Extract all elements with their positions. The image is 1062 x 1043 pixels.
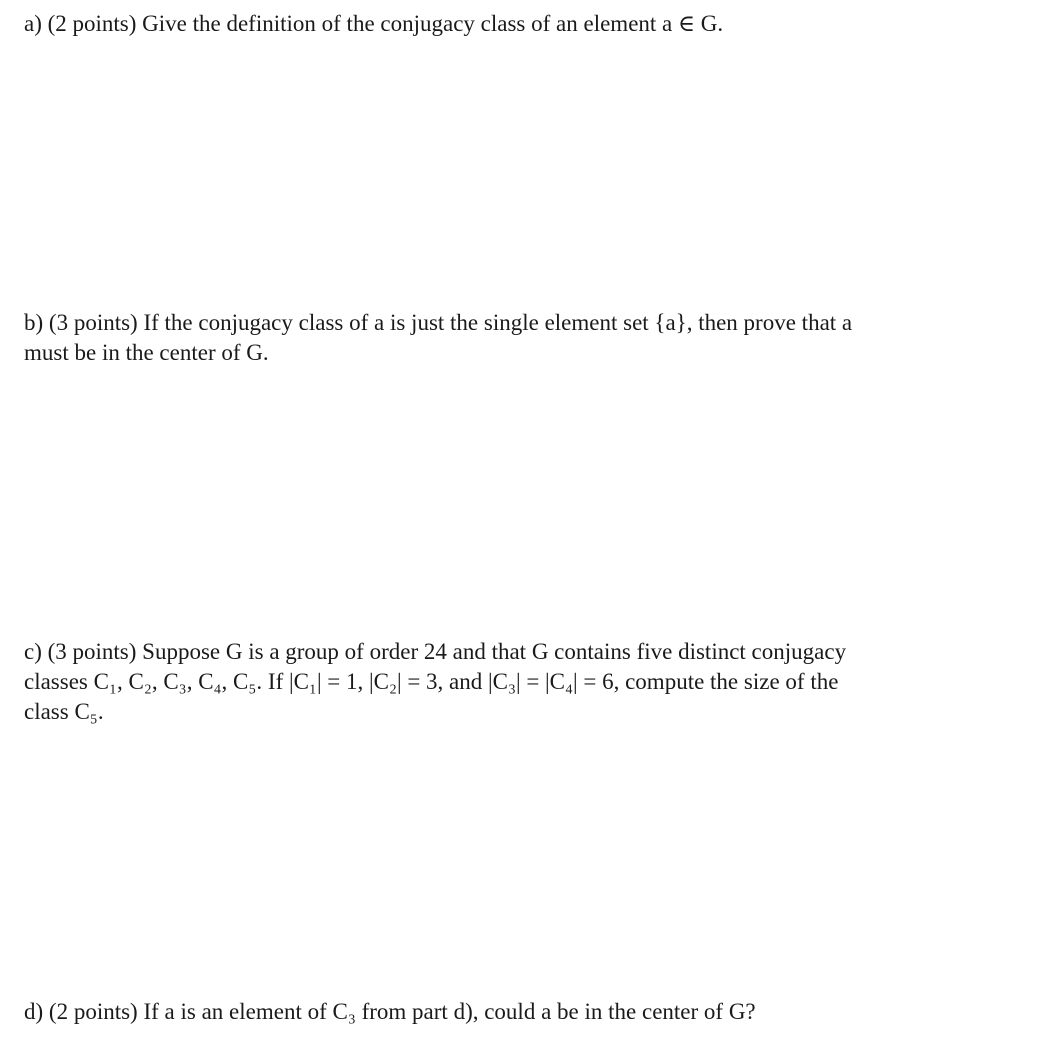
question-d bbox=[24, 997, 1024, 1027]
question-a bbox=[24, 9, 1024, 39]
question-b-line-2: must be in the center of G. bbox=[24, 340, 269, 365]
question-c-line-1: c) (3 points) Suppose G is a group of order 24 and that G contains five distinct conjugacy bbox=[24, 639, 847, 664]
question-c-line-2: classes C₁, C₂, C₃, C₄, C₅. If |C₁| = 1, |C₂| = 3, and |C₃| = |C₄| = 6, compute the size of the bbox=[24, 669, 839, 694]
question-b-line-1: b) (3 points) If the conjugacy class of a is just the single element set {a}, then prove that a bbox=[24, 310, 853, 335]
question-a-line-1: a) (2 points) Give the definition of the conjugacy class of an element a ∈ G. bbox=[24, 11, 724, 36]
question-c bbox=[24, 637, 1024, 727]
question-c-line-3: class C₅. bbox=[24, 699, 104, 724]
question-d-line-1: d) (2 points) If a is an element of C₃ from part d), could a be in the center of G? bbox=[24, 999, 756, 1024]
question-b bbox=[24, 308, 1024, 368]
